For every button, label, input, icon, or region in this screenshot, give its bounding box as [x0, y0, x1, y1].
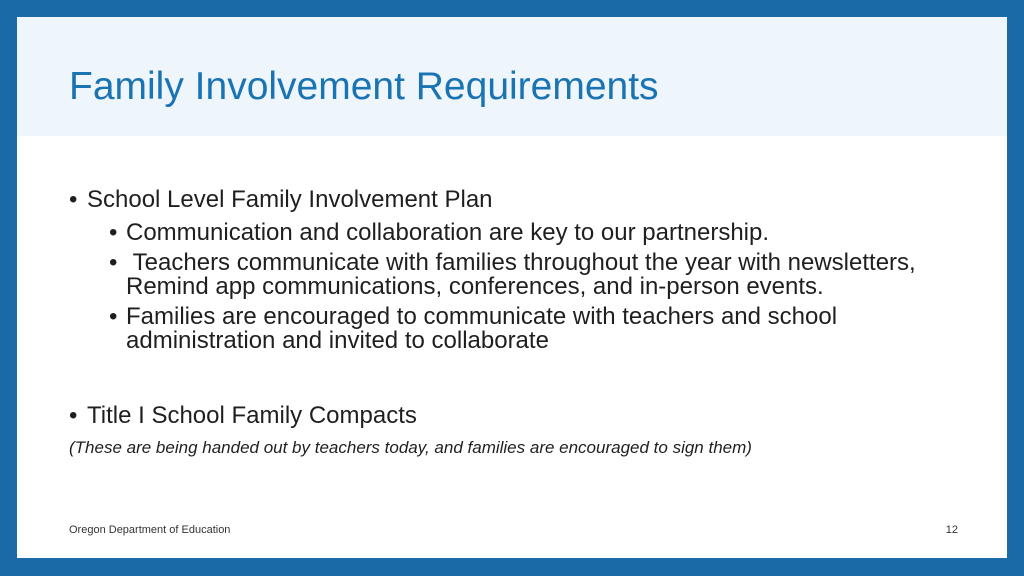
bullet-dot: • [109, 219, 118, 246]
bullet-dot: • [109, 303, 118, 330]
page-number: 12 [945, 524, 958, 536]
bullet-text: Communication and collaboration are key to our partnership. [126, 219, 770, 246]
bullet-text: School Level Family Involvement Plan [87, 186, 493, 213]
slide [17, 17, 1007, 558]
bullet-text: Families are encouraged to communicate with teachers and school administration and invited to collaborate [126, 303, 838, 354]
spacer [69, 353, 969, 401]
bullet-dot: • [69, 186, 78, 213]
bullet-text: Title I School Family Compacts [87, 402, 417, 429]
bullet-level1 [69, 185, 969, 215]
bullet-dot: • [69, 402, 78, 429]
bullet-level2 [109, 305, 969, 353]
title-band [17, 17, 1007, 136]
bullet-level2 [109, 251, 969, 299]
bullet-level1 [69, 401, 969, 431]
bullet-dot: • [109, 249, 118, 276]
bullet-text: Teachers communicate with families throughout the year with newsletters, Remind app communications, conferences, and in-person events. [126, 249, 923, 300]
bullet-level2 [109, 221, 969, 245]
slide-content [69, 185, 969, 461]
compact-note: (These are being handed out by teachers today, and families are encouraged to sign them) [69, 438, 752, 457]
slide-title: Family Involvement Requirements [69, 65, 659, 108]
footer-text: Oregon Department of Education [69, 524, 231, 536]
